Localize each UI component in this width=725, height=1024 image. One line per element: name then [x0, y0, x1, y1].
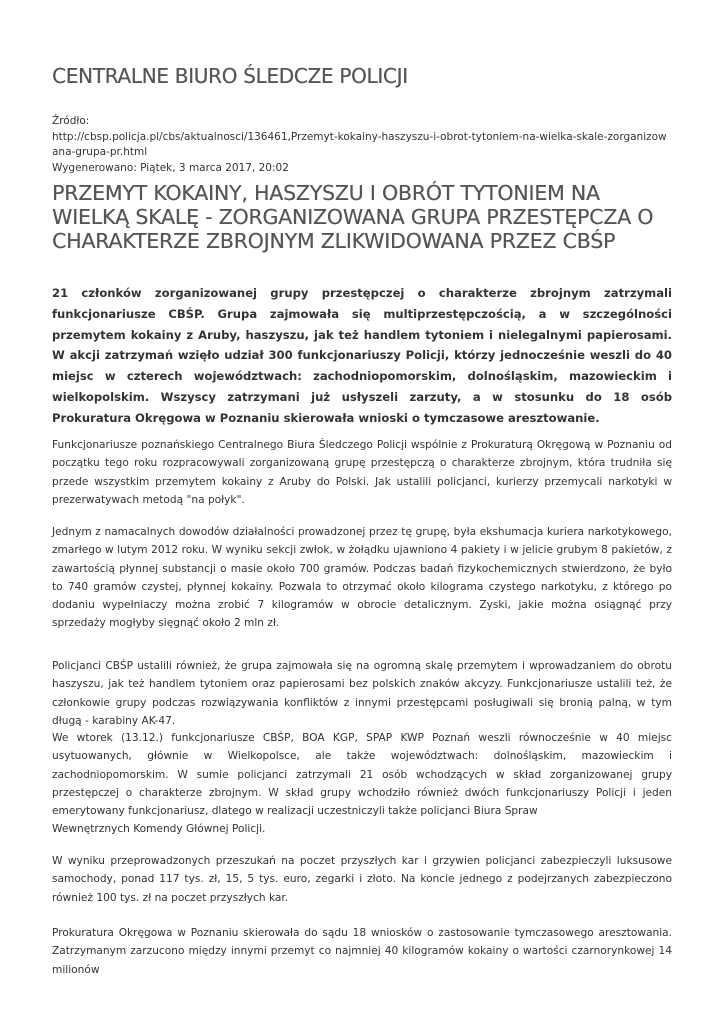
article-paragraph: Jednym z namacalnych dowodów działalności prowadzonej przez tę grupę, była ekshumacja kuriera narkotykowego, zmarłego w lutym 2012 roku. W wyniku sekcji zwłok, w żołądku ujawniono 4 pakiety i w jelicie grubym 8 pakietów, z zawartością płynnej substancji o masie około 700 gramów. Podczas badań fizykochemicznych stwierdzono, że było to 740 gramów czystej, płynnej kokainy. Pozwala to otrzymać około kilograma czystego narkotyku, z którego po dodaniu wypełniaczy można zrobić 7 kilogramów w obrocie detalicznym. Zyski, jakie można osiągnąć przy sprzedaży mogłyby sięgnąć około 2 mln zł. — [52, 526, 672, 630]
article-paragraph — [52, 729, 672, 839]
generated-date: Wygenerowano: Piątek, 3 marca 2017, 20:02 — [52, 161, 289, 174]
paragraph-text-tail: Wewnętrznych Komendy Głównej Policji. — [52, 823, 266, 836]
source-info — [52, 114, 672, 176]
article-paragraph: Policjanci CBŚP ustalili również, że grupa zajmowała się na ogromną skalę przemytem i wprowadzaniem do obrotu haszyszu, jak też handlem tytoniem oraz papierosami bez polskich znaków akcyzy. Funkcjonariusze ustalili też, że członkowie grupy podczas rozwiązywania konfliktów z innymi przestępcami posługiwali się bronią palną, w tym długą - karabiny AK-47. — [52, 660, 672, 727]
article-paragraph: W wyniku przeprowadzonych przeszukań na poczet przyszłych kar i grzywien policjanci zabezpieczyli luksusowe samochody, ponad 117 tys. zł, 15, 5 tys. euro, zegarki i złoto. Na koncie jednego z podejrzanych zabezpieczono również 100 tys. zł na poczet przyszłych kar. — [52, 855, 672, 904]
paragraph-text: We wtorek (13.12.) funkcjonariusze CBŚP, BOA KGP, SPAP KWP Poznań weszli równocześnie w 40 miejsc usytuowanych, głównie w Wielkopolsce, ale także województwach: dolnośląskim, mazowieckim i zachodniopomorskim. W sumie policjanci zatrzymali 21 osób wchodzących w skład zorganizowanej grupy przestępczej o charakterze zbrojnym. W skład grupy wchodziło również dwóch funkcjonariuszy Policji i jeden emerytowany funkcjonariusz, dlatego w realizacji uczestniczyli także policjanci Biura Spraw — [52, 732, 672, 818]
source-label: Źródło: — [52, 115, 90, 127]
article-lead: 21 członków zorganizowanej grupy przestępczej o charakterze zbrojnym zatrzymali funkcjonariusze CBŚP. Grupa zajmowała się multiprzestępczością, a w szczególności przemytem kokainy z Aruby, haszyszu, jak też handlem tytoniem i nielegalnymi papierosami. W akcji zatrzymań wzięło udział 300 funkcjonariuszy Policji, którzy jednocześnie weszli do 40 miejsc w czterech województwach: zachodniopomorskim, dolnośląskim, mazowieckim i wielkopolskim. Wszyscy zatrzymani już usłyszeli zarzuty, a w stosunku do 18 osób Prokuratura Okręgowa w Poznaniu skierowała wnioski o tymczasowe aresztowanie. — [52, 286, 672, 425]
article-title: PRZEMYT KOKAINY, HASZYSZU I OBRÓT TYTONIEM NA WIELKĄ SKALĘ - ZORGANIZOWANA GRUPA PRZESTĘPCZA O CHARAKTERZE ZBROJNYM ZLIKWIDOWANA PRZEZ CBŚP — [52, 181, 654, 253]
article-paragraph: Prokuratura Okręgowa w Poznaniu skierowała do sądu 18 wniosków o zastosowanie tymczasowego aresztowania. Zatrzymanym zarzucono między innymi przemyt co najmniej 40 kilogramów kokainy o wartości czarnorynkowej 14 milionów — [52, 927, 672, 976]
article-paragraph: Funkcjonariusze poznańskiego Centralnego Biura Śledczego Policji wspólnie z Prokuraturą Okręgową w Poznaniu od początku tego roku rozpracowywali zorganizowaną grupę przestępczą o charakterze zbrojnym, która trudniła się przede wszystkim przemytem kokainy z Aruby do Polski. Jak ustalili policjanci, kurierzy przemycali narkotyki w prezerwatywach metodą "na połyk". — [52, 439, 672, 506]
source-url[interactable]: http://cbsp.policja.pl/cbs/aktualnosci/136461,Przemyt-kokainy-haszyszu-i-obrot-tytoniem-na-wielka-skale-zorganizowana-grupa-pr.html — [52, 130, 667, 158]
site-title: CENTRALNE BIURO ŚLEDCZE POLICJI — [52, 64, 408, 88]
